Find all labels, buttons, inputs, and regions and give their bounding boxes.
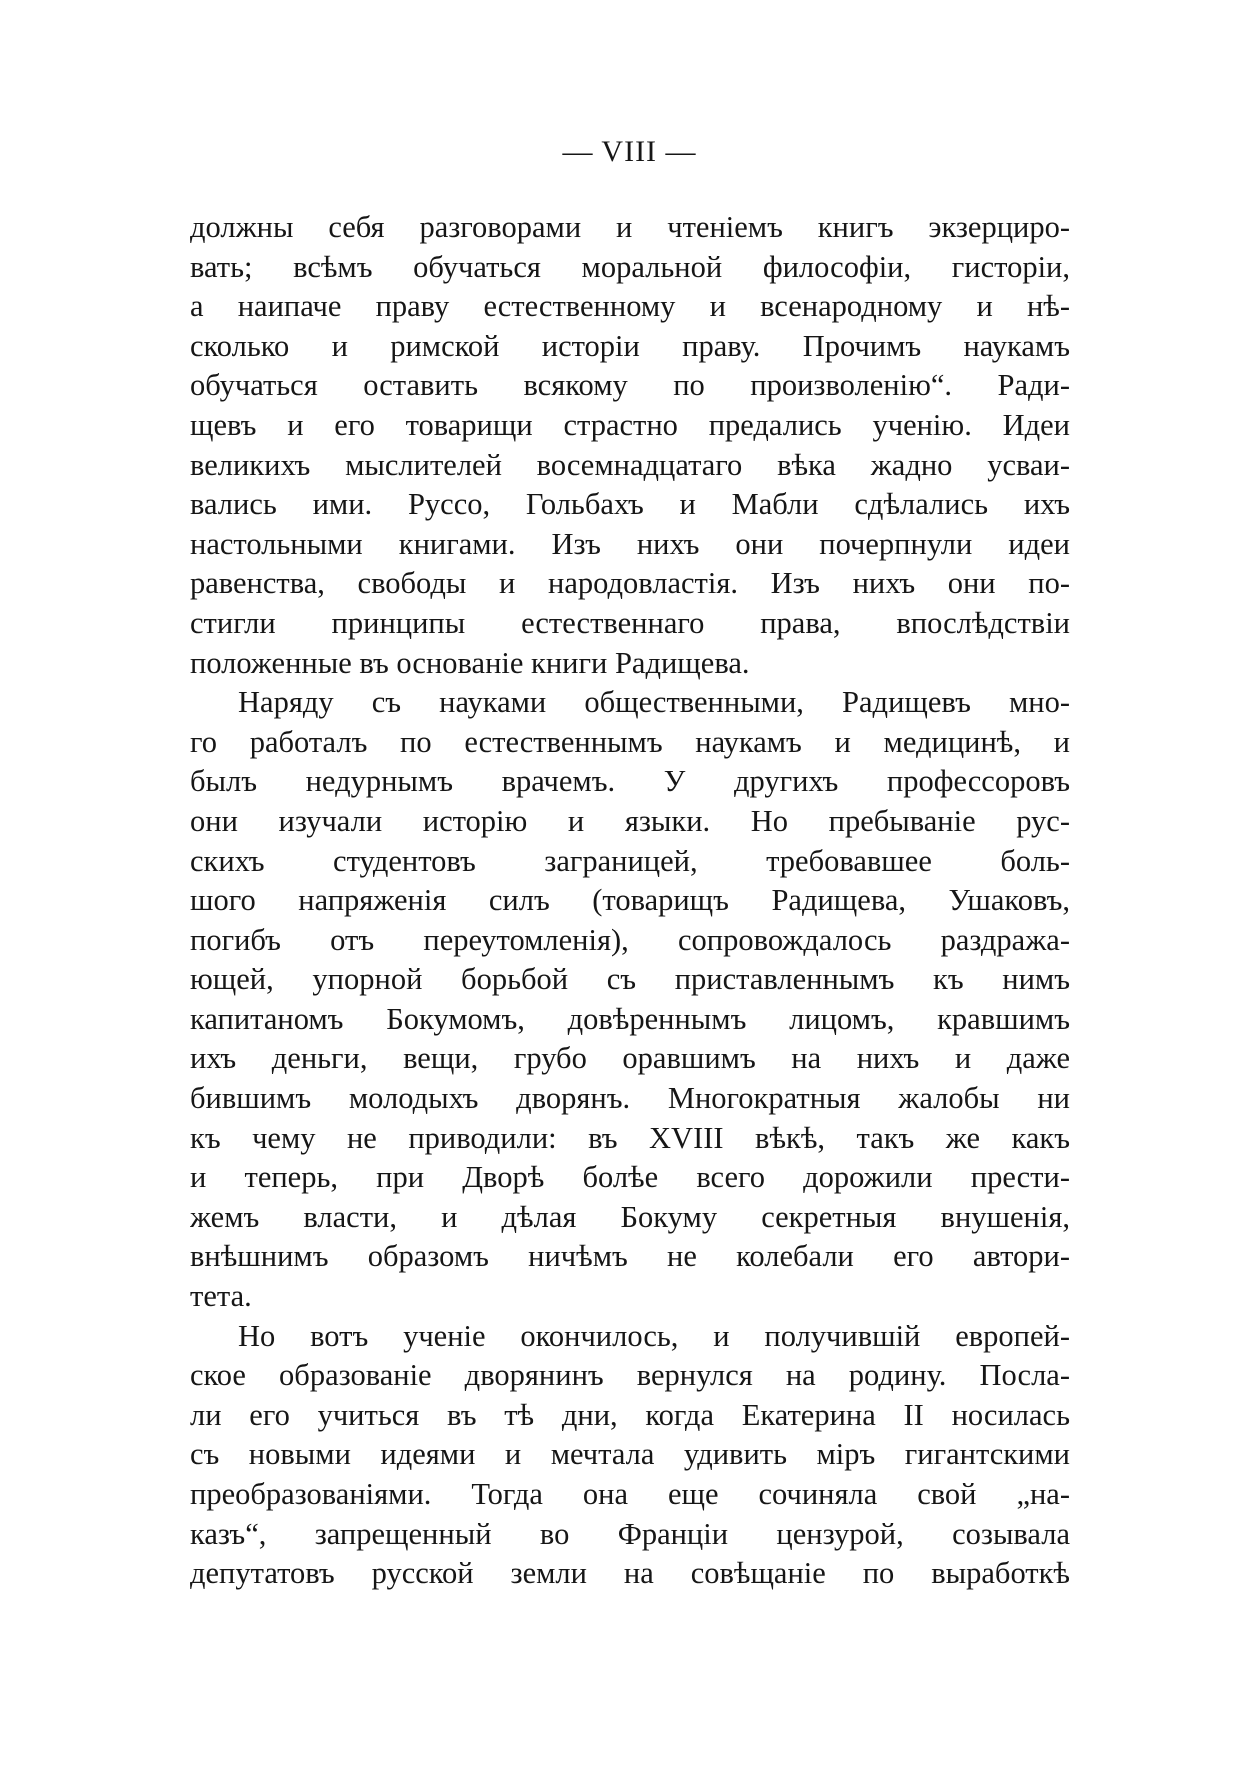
text-body <box>190 208 1070 1594</box>
paragraph-2 <box>190 683 1070 1317</box>
text-line: вались ими. Руссо, Гольбахъ и Мабли сдѣлались ихъ <box>190 487 1070 522</box>
text-line: ли его учиться въ тѣ дни, когда Екатерина II носилась <box>190 1397 1070 1432</box>
text-line: щевъ и его товарищи страстно предались ученію. Идеи <box>190 407 1070 442</box>
text-line: Но вотъ ученіе окончилось, и получившій европей- <box>238 1318 1070 1353</box>
page-number: — VIII — <box>562 135 697 168</box>
text-line: и теперь, при Дворѣ болѣе всего дорожили прести- <box>190 1160 1070 1195</box>
text-line: стигли принципы естественнаго права, впослѣдствіи <box>190 605 1070 640</box>
paragraph-1 <box>190 208 1070 683</box>
text-line: скихъ студентовъ заграницей, требовавшее боль- <box>190 843 1070 878</box>
text-line: казъ“, запрещенный во Франціи цензурой, созывала <box>190 1516 1070 1551</box>
text-line: преобразованіями. Тогда она еще сочиняла свой „на- <box>190 1477 1070 1511</box>
paragraph-3 <box>190 1317 1070 1594</box>
text-line: капитаномъ Бокумомъ, довѣреннымъ лицомъ, кравшимъ <box>190 1001 1070 1036</box>
text-line: къ чему не приводили: въ XVIII вѣкѣ, такъ же какъ <box>190 1120 1070 1155</box>
text-line: ихъ деньги, вещи, грубо оравшимъ на нихъ и даже <box>190 1041 1070 1076</box>
text-line: погибъ отъ переутомленія), сопровождалось раздража- <box>190 922 1070 957</box>
text-line: равенства, свободы и народовластія. Изъ нихъ они по- <box>190 566 1070 601</box>
text-line: былъ недурнымъ врачемъ. У другихъ профессоровъ <box>190 764 1070 799</box>
text-line: должны себя разговорами и чтеніемъ книгъ экзерциро- <box>190 210 1070 244</box>
text-line: вать; всѣмъ обучаться моральной философіи, гисторіи, <box>190 249 1070 284</box>
text-line: съ новыми идеями и мечтала удивить міръ гигантскими <box>190 1437 1070 1472</box>
text-line: обучаться оставить всякому по произволенію“. Ради- <box>190 368 1070 403</box>
text-line: ющей, упорной борьбой съ приставленнымъ къ нимъ <box>190 962 1070 997</box>
text-line: депутатовъ русской земли на совѣщаніе по выработкѣ <box>190 1556 1070 1591</box>
text-line: тета. <box>190 1279 252 1314</box>
text-line: они изучали исторію и языки. Но пребываніе рус- <box>190 803 1070 838</box>
text-line: ское образованіе дворянинъ вернулся на родину. Посла- <box>190 1358 1070 1393</box>
text-line: Наряду съ науками общественными, Радищевъ мно- <box>238 685 1070 720</box>
text-line: бившимъ молодыхъ дворянъ. Многократныя жалобы ни <box>190 1081 1070 1116</box>
text-line: шого напряженія силъ (товарищъ Радищева, Ушаковъ, <box>190 883 1070 918</box>
text-line: положенные въ основаніе книги Радищева. <box>190 645 750 680</box>
text-line: а наипаче праву естественному и всенародному и нѣ- <box>190 289 1070 324</box>
text-line: жемъ власти, и дѣлая Бокуму секретныя внушенія, <box>190 1199 1070 1234</box>
text-line: настольными книгами. Изъ нихъ они почерпнули идеи <box>190 526 1070 561</box>
text-line: го работалъ по естественнымъ наукамъ и медицинѣ, и <box>190 724 1070 759</box>
text-line: великихъ мыслителей восемнадцатаго вѣка жадно усваи- <box>190 447 1070 482</box>
text-line: сколько и римской исторіи праву. Прочимъ наукамъ <box>190 328 1070 363</box>
text-line: внѣшнимъ образомъ ничѣмъ не колебали его автори- <box>190 1239 1070 1274</box>
